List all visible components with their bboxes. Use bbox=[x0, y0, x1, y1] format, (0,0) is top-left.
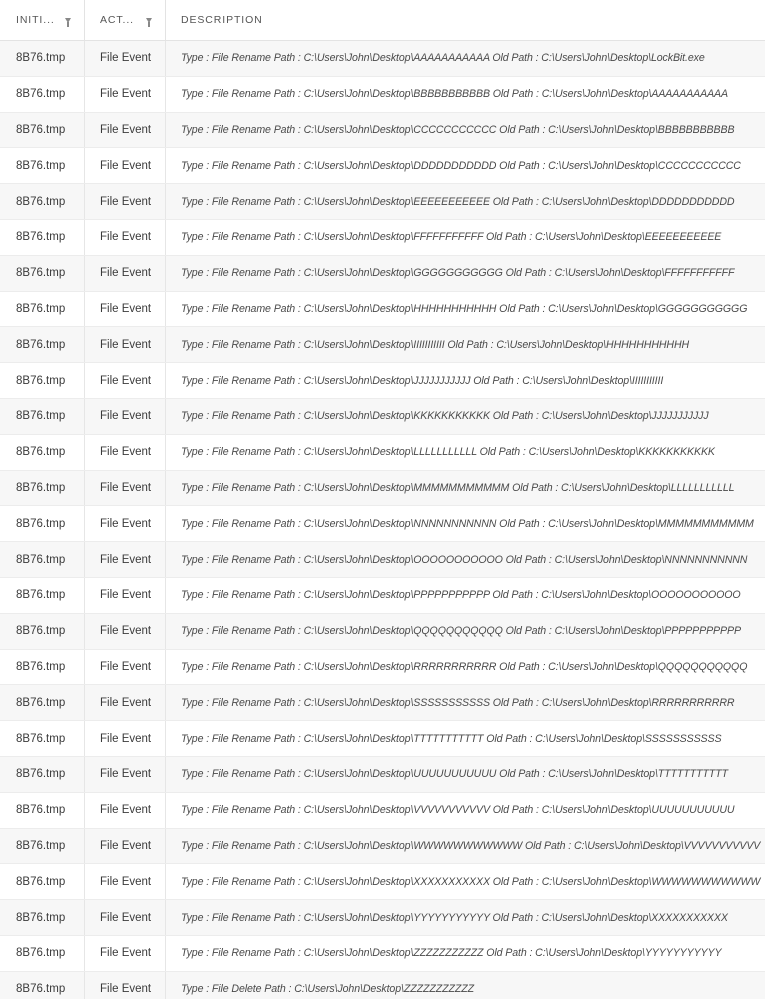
column-header-initiator-label: INITI... bbox=[16, 14, 55, 26]
cell-initiator: 8B76.tmp bbox=[0, 113, 85, 148]
table-row[interactable] bbox=[0, 220, 765, 256]
cell-action: File Event bbox=[85, 864, 166, 899]
cell-action: File Event bbox=[85, 77, 166, 112]
cell-initiator: 8B76.tmp bbox=[0, 506, 85, 541]
cell-description: Type : File Rename Path : C:\Users\John\Desktop\EEEEEEEEEEE Old Path : C:\Users\John\Desktop\DDDDDDDDDDD bbox=[181, 195, 735, 208]
cell-initiator: 8B76.tmp bbox=[0, 327, 85, 362]
cell-initiator: 8B76.tmp bbox=[0, 77, 85, 112]
cell-initiator: 8B76.tmp bbox=[0, 864, 85, 899]
table-row[interactable] bbox=[0, 506, 765, 542]
table-row[interactable] bbox=[0, 327, 765, 363]
cell-description: Type : File Rename Path : C:\Users\John\Desktop\GGGGGGGGGGG Old Path : C:\Users\John\Desktop\FFFFFFFFFFF bbox=[181, 267, 735, 280]
cell-initiator: 8B76.tmp bbox=[0, 184, 85, 219]
cell-action: File Event bbox=[85, 327, 166, 362]
table-row[interactable] bbox=[0, 793, 765, 829]
cell-action: File Event bbox=[85, 256, 166, 291]
cell-initiator: 8B76.tmp bbox=[0, 363, 85, 398]
cell-initiator: 8B76.tmp bbox=[0, 685, 85, 720]
cell-initiator: 8B76.tmp bbox=[0, 471, 85, 506]
cell-initiator: 8B76.tmp bbox=[0, 435, 85, 470]
cell-action: File Event bbox=[85, 829, 166, 864]
cell-description: Type : File Delete Path : C:\Users\John\Desktop\ZZZZZZZZZZZ bbox=[181, 983, 474, 996]
table-row[interactable] bbox=[0, 399, 765, 435]
cell-initiator: 8B76.tmp bbox=[0, 936, 85, 971]
cell-initiator: 8B76.tmp bbox=[0, 829, 85, 864]
cell-action: File Event bbox=[85, 793, 166, 828]
table-row[interactable] bbox=[0, 113, 765, 149]
table-row[interactable] bbox=[0, 936, 765, 972]
cell-initiator: 8B76.tmp bbox=[0, 220, 85, 255]
filter-icon[interactable] bbox=[146, 18, 152, 23]
table-row[interactable] bbox=[0, 650, 765, 686]
cell-description: Type : File Rename Path : C:\Users\John\Desktop\YYYYYYYYYYY Old Path : C:\Users\John\Desktop\XXXXXXXXXXX bbox=[181, 911, 728, 924]
cell-action: File Event bbox=[85, 292, 166, 327]
cell-action: File Event bbox=[85, 148, 166, 183]
cell-action: File Event bbox=[85, 578, 166, 613]
table-row[interactable] bbox=[0, 292, 765, 328]
cell-action: File Event bbox=[85, 650, 166, 685]
column-header-action-label: ACT... bbox=[100, 14, 134, 26]
cell-description: Type : File Rename Path : C:\Users\John\Desktop\UUUUUUUUUUU Old Path : C:\Users\John\Desktop\TTTTTTTTTTT bbox=[181, 768, 728, 781]
table-row[interactable] bbox=[0, 578, 765, 614]
cell-action: File Event bbox=[85, 471, 166, 506]
cell-initiator: 8B76.tmp bbox=[0, 650, 85, 685]
cell-description: Type : File Rename Path : C:\Users\John\Desktop\KKKKKKKKKKK Old Path : C:\Users\John\Desktop\JJJJJJJJJJJ bbox=[181, 410, 709, 423]
table-row[interactable] bbox=[0, 685, 765, 721]
cell-description: Type : File Rename Path : C:\Users\John\Desktop\AAAAAAAAAAA Old Path : C:\Users\John\Desktop\LockBit.exe bbox=[181, 52, 705, 65]
cell-action: File Event bbox=[85, 435, 166, 470]
cell-initiator: 8B76.tmp bbox=[0, 292, 85, 327]
cell-initiator: 8B76.tmp bbox=[0, 578, 85, 613]
cell-description: Type : File Rename Path : C:\Users\John\Desktop\TTTTTTTTTTT Old Path : C:\Users\John\Desktop\SSSSSSSSSSS bbox=[181, 732, 722, 745]
cell-action: File Event bbox=[85, 184, 166, 219]
cell-description: Type : File Rename Path : C:\Users\John\Desktop\NNNNNNNNNNN Old Path : C:\Users\John\Desktop\MMMMMMMMMMM bbox=[181, 517, 754, 530]
table-row[interactable] bbox=[0, 721, 765, 757]
table-body bbox=[0, 41, 765, 999]
table-row[interactable] bbox=[0, 435, 765, 471]
cell-description: Type : File Rename Path : C:\Users\John\Desktop\CCCCCCCCCCC Old Path : C:\Users\John\Desktop\BBBBBBBBBBB bbox=[181, 123, 735, 136]
table-row[interactable] bbox=[0, 864, 765, 900]
table-row[interactable] bbox=[0, 77, 765, 113]
cell-initiator: 8B76.tmp bbox=[0, 41, 85, 76]
cell-description: Type : File Rename Path : C:\Users\John\Desktop\HHHHHHHHHHH Old Path : C:\Users\John\Desktop\GGGGGGGGGGG bbox=[181, 302, 748, 315]
cell-description: Type : File Rename Path : C:\Users\John\Desktop\JJJJJJJJJJJ Old Path : C:\Users\John\Desktop\IIIIIIIIIII bbox=[181, 374, 664, 387]
cell-initiator: 8B76.tmp bbox=[0, 900, 85, 935]
cell-action: File Event bbox=[85, 721, 166, 756]
column-header-action[interactable] bbox=[85, 0, 166, 40]
table-row[interactable] bbox=[0, 184, 765, 220]
cell-initiator: 8B76.tmp bbox=[0, 793, 85, 828]
table-row[interactable] bbox=[0, 471, 765, 507]
cell-description: Type : File Rename Path : C:\Users\John\Desktop\BBBBBBBBBBB Old Path : C:\Users\John\Desktop\AAAAAAAAAAA bbox=[181, 88, 728, 101]
cell-action: File Event bbox=[85, 757, 166, 792]
cell-description: Type : File Rename Path : C:\Users\John\Desktop\VVVVVVVVVVV Old Path : C:\Users\John\Desktop\UUUUUUUUUUU bbox=[181, 804, 735, 817]
cell-action: File Event bbox=[85, 506, 166, 541]
cell-description: Type : File Rename Path : C:\Users\John\Desktop\LLLLLLLLLLL Old Path : C:\Users\John\Desktop\KKKKKKKKKKK bbox=[181, 446, 715, 459]
table-row[interactable] bbox=[0, 363, 765, 399]
table-header bbox=[0, 0, 765, 41]
cell-action: File Event bbox=[85, 900, 166, 935]
cell-initiator: 8B76.tmp bbox=[0, 148, 85, 183]
column-header-description-label: DESCRIPTION bbox=[181, 14, 263, 26]
cell-action: File Event bbox=[85, 614, 166, 649]
cell-description: Type : File Rename Path : C:\Users\John\Desktop\XXXXXXXXXXX Old Path : C:\Users\John\Desktop\WWWWWWWWWWW bbox=[181, 875, 761, 888]
cell-action: File Event bbox=[85, 363, 166, 398]
cell-description: Type : File Rename Path : C:\Users\John\Desktop\OOOOOOOOOOO Old Path : C:\Users\John\Desktop\NNNNNNNNNNN bbox=[181, 553, 748, 566]
cell-description: Type : File Rename Path : C:\Users\John\Desktop\WWWWWWWWWWW Old Path : C:\Users\John\Desktop\VVVVVVVVVVV bbox=[181, 839, 761, 852]
table-row[interactable] bbox=[0, 148, 765, 184]
cell-initiator: 8B76.tmp bbox=[0, 757, 85, 792]
cell-description: Type : File Rename Path : C:\Users\John\Desktop\ZZZZZZZZZZZ Old Path : C:\Users\John\Desktop\YYYYYYYYYYY bbox=[181, 947, 722, 960]
cell-description: Type : File Rename Path : C:\Users\John\Desktop\RRRRRRRRRRR Old Path : C:\Users\John\Desktop\QQQQQQQQQQQ bbox=[181, 660, 748, 673]
cell-action: File Event bbox=[85, 936, 166, 971]
table-row[interactable] bbox=[0, 41, 765, 77]
cell-action: File Event bbox=[85, 399, 166, 434]
cell-description: Type : File Rename Path : C:\Users\John\Desktop\FFFFFFFFFFF Old Path : C:\Users\John\Desktop\EEEEEEEEEEE bbox=[181, 231, 722, 244]
cell-initiator: 8B76.tmp bbox=[0, 972, 85, 999]
table-row[interactable] bbox=[0, 829, 765, 865]
cell-initiator: 8B76.tmp bbox=[0, 542, 85, 577]
cell-action: File Event bbox=[85, 220, 166, 255]
column-header-initiator[interactable] bbox=[0, 0, 85, 40]
cell-initiator: 8B76.tmp bbox=[0, 614, 85, 649]
cell-description: Type : File Rename Path : C:\Users\John\Desktop\IIIIIIIIIII Old Path : C:\Users\John\Desktop\HHHHHHHHHHH bbox=[181, 338, 690, 351]
cell-description: Type : File Rename Path : C:\Users\John\Desktop\DDDDDDDDDDD Old Path : C:\Users\John\Desktop\CCCCCCCCCCC bbox=[181, 159, 741, 172]
table-row[interactable] bbox=[0, 614, 765, 650]
table-row[interactable] bbox=[0, 256, 765, 292]
table-row[interactable] bbox=[0, 757, 765, 793]
cell-initiator: 8B76.tmp bbox=[0, 256, 85, 291]
cell-description: Type : File Rename Path : C:\Users\John\Desktop\MMMMMMMMMMM Old Path : C:\Users\John\Desktop\LLLLLLLLLLL bbox=[181, 481, 735, 494]
cell-description: Type : File Rename Path : C:\Users\John\Desktop\PPPPPPPPPPP Old Path : C:\Users\John\Desktop\OOOOOOOOOOO bbox=[181, 589, 741, 602]
table-row[interactable] bbox=[0, 900, 765, 936]
cell-action: File Event bbox=[85, 542, 166, 577]
table-row[interactable] bbox=[0, 972, 765, 999]
cell-initiator: 8B76.tmp bbox=[0, 399, 85, 434]
cell-initiator: 8B76.tmp bbox=[0, 721, 85, 756]
cell-description: Type : File Rename Path : C:\Users\John\Desktop\QQQQQQQQQQQ Old Path : C:\Users\John\Desktop\PPPPPPPPPPP bbox=[181, 625, 741, 638]
cell-action: File Event bbox=[85, 113, 166, 148]
filter-icon[interactable] bbox=[65, 18, 71, 23]
column-header-description[interactable] bbox=[166, 0, 765, 40]
cell-action: File Event bbox=[85, 685, 166, 720]
cell-action: File Event bbox=[85, 41, 166, 76]
cell-description: Type : File Rename Path : C:\Users\John\Desktop\SSSSSSSSSSS Old Path : C:\Users\John\Desktop\RRRRRRRRRRR bbox=[181, 696, 735, 709]
cell-action: File Event bbox=[85, 972, 166, 999]
table-row[interactable] bbox=[0, 542, 765, 578]
